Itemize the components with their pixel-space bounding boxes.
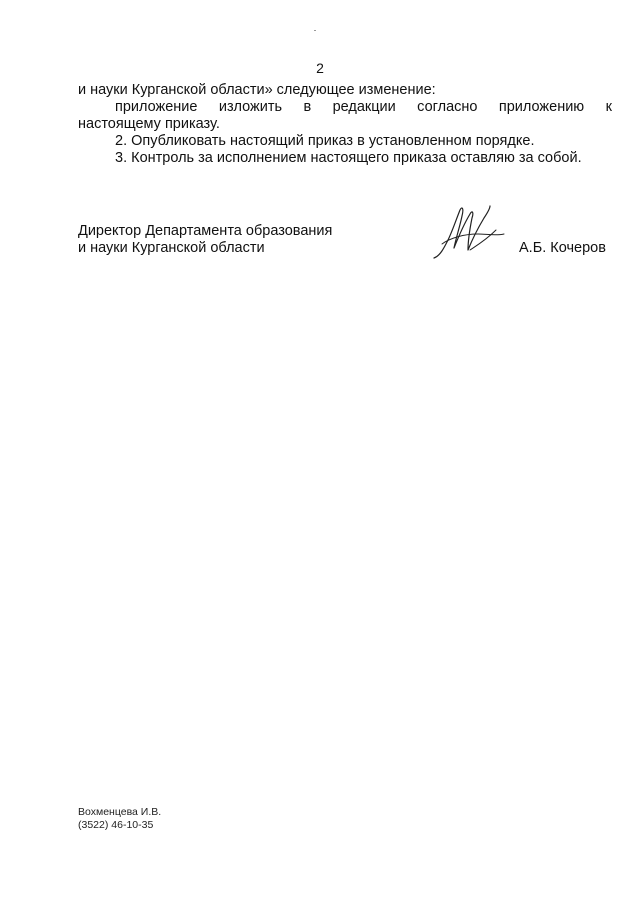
signatory-name: А.Б. Кочеров (519, 240, 606, 256)
position-line-2: и науки Курганской области (78, 240, 265, 256)
word: приложению (498, 99, 585, 115)
executor-name: Вохменцева И.В. (78, 806, 162, 818)
executor-info (78, 806, 161, 832)
body-line-2 (78, 99, 612, 116)
body-line-1: и науки Курганской области» следующее изменение: (78, 82, 436, 98)
item-2: 2. Опубликовать настоящий приказ в установленном порядке. (115, 133, 535, 149)
handwritten-signature (430, 200, 510, 262)
word: согласно (417, 99, 478, 115)
word: к (605, 99, 612, 115)
word: в (303, 99, 312, 115)
word: редакции (332, 99, 396, 115)
document-body (78, 82, 612, 167)
page-number: 2 (316, 60, 324, 76)
position-line-1: Директор Департамента образования (78, 223, 333, 239)
scan-speck (314, 30, 316, 31)
word: приложение (115, 99, 198, 115)
item-3: 3. Контроль за исполнением настоящего приказа оставляю за собой. (115, 150, 582, 166)
word: изложить (218, 99, 283, 115)
executor-phone: (3522) 46-10-35 (78, 819, 154, 831)
body-line-3: настоящему приказу. (78, 116, 220, 132)
signatory-position (78, 223, 332, 257)
